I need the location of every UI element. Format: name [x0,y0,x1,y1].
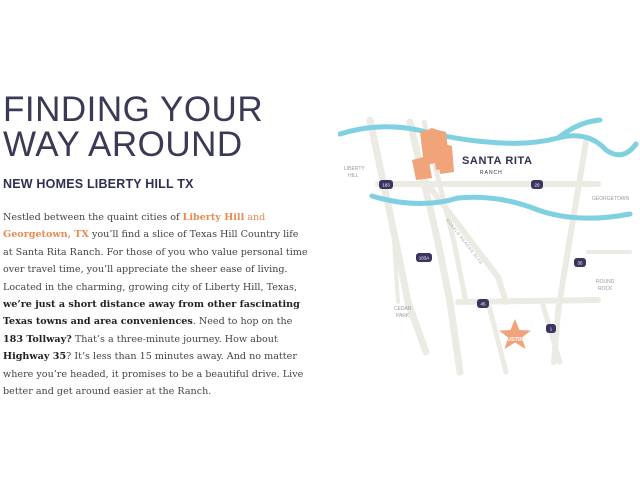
bold-text: Highway 35 [3,351,67,363]
shield-45 [477,299,489,308]
map-brand-sub: RANCH [480,170,503,176]
content-column [3,92,308,400]
bold-text: 183 Tollway? [3,333,72,345]
austin-star-icon [499,319,531,349]
city-liberty-hill-2: HILL [348,173,359,179]
bold-text: we’re just a short distance away from other fascinating Texas towns and area conveniences [3,299,300,328]
page-title [3,92,308,162]
city-cedar-park-2: PARK [396,313,410,319]
text-run: you’ll find a slice of Texas Hill Country life at Santa Rita Ranch. For those of you who value personal time over travel time, you’ll appreciate the sheer ease of living. Located in the charming, growing city of Liberty Hill, Texas, [3,229,308,293]
text-run: and [244,212,266,223]
area-map [338,102,640,380]
shield-35 [574,258,586,267]
shield-183-label: 183 [382,182,390,188]
shield-183a [416,253,432,262]
city-georgetown: GEORGETOWN [592,196,630,202]
title-line-2: WAY AROUND [3,125,243,164]
title-line-1: FINDING YOUR [3,90,264,129]
map-svg [338,102,640,380]
georgetown-link[interactable]: Georgetown, TX [3,229,89,241]
intro-paragraph [3,209,308,400]
shield-183a-label: 183A [418,255,430,261]
text-run: Nestled between the quaint cities of [3,212,183,223]
shield-1-label: 1 [549,326,553,332]
shield-29 [531,180,543,189]
text-run: That’s a three-minute journey. How about [71,333,278,345]
page-subtitle: NEW HOMES LIBERTY HILL TX [3,177,194,191]
map-brand-name: SANTA RITA [462,155,533,167]
city-austin: AUSTIN [503,337,524,343]
road-label-reagan: RONALD REAGAN BLVD [445,217,485,266]
river-north [340,127,636,155]
shield-183 [379,180,393,189]
shield-35-label: 35 [577,260,583,266]
city-round-rock-2: ROCK [598,286,613,292]
city-round-rock-1: ROUND [596,279,615,285]
city-cedar-park-1: CEDAR [394,306,412,312]
liberty-hill-link[interactable]: Liberty Hill [182,212,245,223]
shield-45-label: 45 [480,301,486,307]
shield-1 [546,324,556,333]
shield-29-label: 29 [534,182,540,188]
road-35 [554,142,586,362]
city-liberty-hill-1: LIBERTY [344,166,365,172]
text-run: ? It’s less than 15 minutes away. And no matter where you’re headed, it promises to be a beautiful drive. Live better and get around easier at the Ranch. [3,351,304,398]
text-run: . Need to hop on the [192,316,293,328]
